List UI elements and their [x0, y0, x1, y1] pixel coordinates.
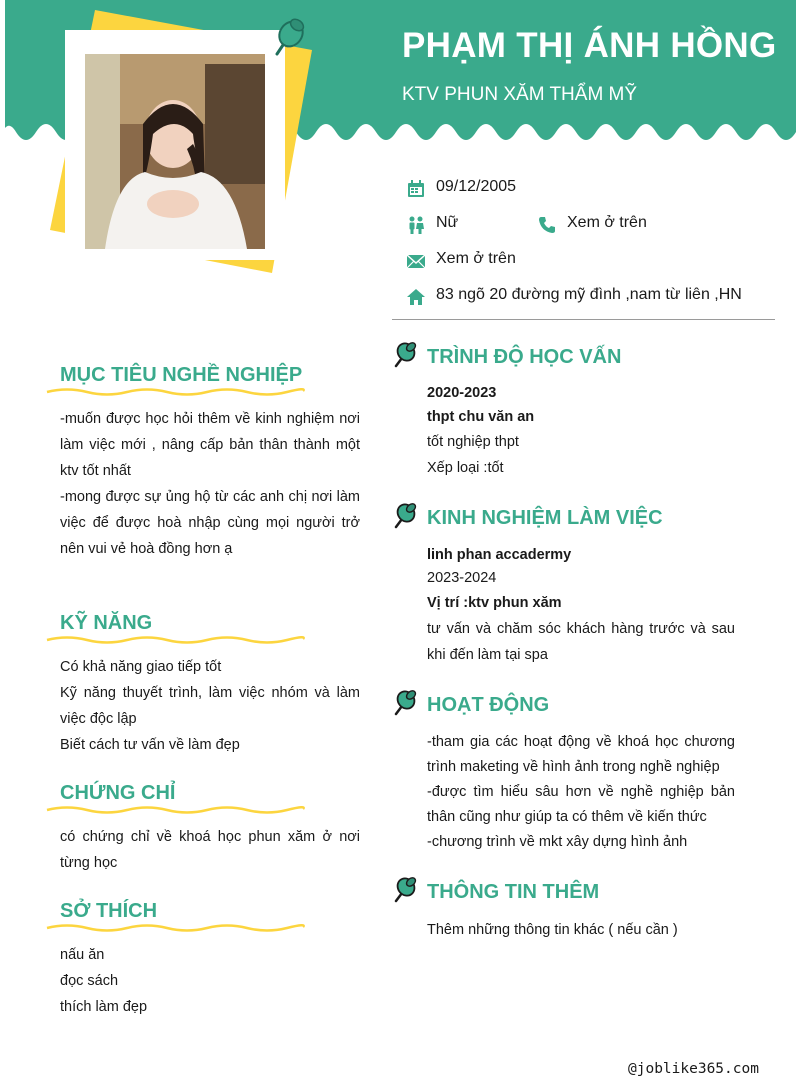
- activity-item: -tham gia các hoạt động về khoá học chương trình maketing về hình ảnh trong nghề nghiệp: [427, 734, 735, 775]
- envelope-icon: [406, 251, 426, 271]
- education-school: thpt chu văn an: [427, 409, 535, 425]
- extra-info-text: Thêm những thông tin khác ( nếu cần ): [427, 922, 678, 938]
- experience-company: linh phan accadermy: [427, 547, 572, 563]
- title-underline: [45, 922, 305, 934]
- hobbies-title: SỞ THÍCH: [60, 900, 158, 922]
- candidate-name: PHẠM THỊ ÁNH HỒNG: [402, 26, 777, 65]
- phone-icon: [537, 215, 557, 235]
- activities-title: HOẠT ĐỘNG: [427, 694, 550, 716]
- title-underline: [45, 634, 305, 646]
- objective-title: MỤC TIÊU NGHỀ NGHIỆP: [60, 364, 303, 386]
- title-underline: [45, 386, 305, 398]
- hobby-item: đọc sách: [60, 973, 119, 989]
- education-grade: Xếp loại :tốt: [427, 460, 504, 476]
- calendar-icon: [406, 179, 426, 199]
- hobbies-list: [60, 942, 360, 1020]
- certificates-title: CHỨNG CHỈ: [60, 782, 176, 804]
- experience-period: 2023-2024: [427, 570, 497, 586]
- experience-desc: tư vấn và chăm sóc khách hàng trước và sau khi đến làm tại spa: [427, 621, 735, 663]
- education-period: 2020-2023: [427, 385, 497, 401]
- watermark: @joblike365.com: [628, 1061, 759, 1077]
- skill-item: Có khả năng giao tiếp tốt: [60, 659, 222, 675]
- extra-info-title: THÔNG TIN THÊM: [427, 881, 600, 903]
- hobby-item: thích làm đẹp: [60, 999, 148, 1015]
- activity-item: -được tìm hiểu sâu hơn về nghề nghiệp bản thân cũng như giúp ta có thêm về kiến thức: [427, 784, 735, 825]
- pushpin-icon: [392, 875, 418, 903]
- pushpin-icon: [267, 14, 307, 62]
- education-title: TRÌNH ĐỘ HỌC VẤN: [427, 346, 622, 368]
- pushpin-icon: [392, 501, 418, 529]
- pushpin-icon: [392, 688, 418, 716]
- experience-title: KINH NGHIỆM LÀM VIỆC: [427, 507, 663, 529]
- profile-photo: [85, 54, 265, 249]
- certificates-list: [60, 824, 360, 876]
- objective-line-1: -muốn được học hỏi thêm về kinh nghiệm nơi làm việc mới , nâng cấp bản thân thành một ktv tốt nhất: [60, 411, 360, 479]
- objective-paragraph: [60, 406, 360, 562]
- activities-list: [427, 730, 735, 855]
- skills-list: [60, 654, 360, 758]
- objective-line-2: -mong được sự ủng hộ từ các anh chị nơi làm việc để được hoà nhập cùng mọi người trở nên vui vẻ hoà đồng hơn ạ: [60, 489, 360, 557]
- certificate-item: có chứng chỉ về khoá học phun xăm ở nơi từng học: [60, 829, 360, 871]
- home-icon: [406, 287, 426, 307]
- pushpin-icon: [392, 340, 418, 368]
- hobby-item: nấu ăn: [60, 947, 105, 963]
- contact-divider: [392, 319, 775, 320]
- skills-title: KỸ NĂNG: [60, 612, 153, 634]
- gender-icon: [406, 215, 426, 235]
- activity-item: -chương trình về mkt xây dựng hình ảnh: [427, 834, 688, 850]
- education-desc: tốt nghiệp thpt: [427, 434, 519, 450]
- skill-item: Biết cách tư vấn về làm đẹp: [60, 737, 240, 753]
- job-title: KTV PHUN XĂM THẨM MỸ: [402, 84, 638, 105]
- skill-item: Kỹ năng thuyết trình, làm việc nhóm và làm việc độc lập: [60, 685, 360, 727]
- experience-position: Vị trí :ktv phun xăm: [427, 595, 562, 611]
- title-underline: [45, 804, 305, 816]
